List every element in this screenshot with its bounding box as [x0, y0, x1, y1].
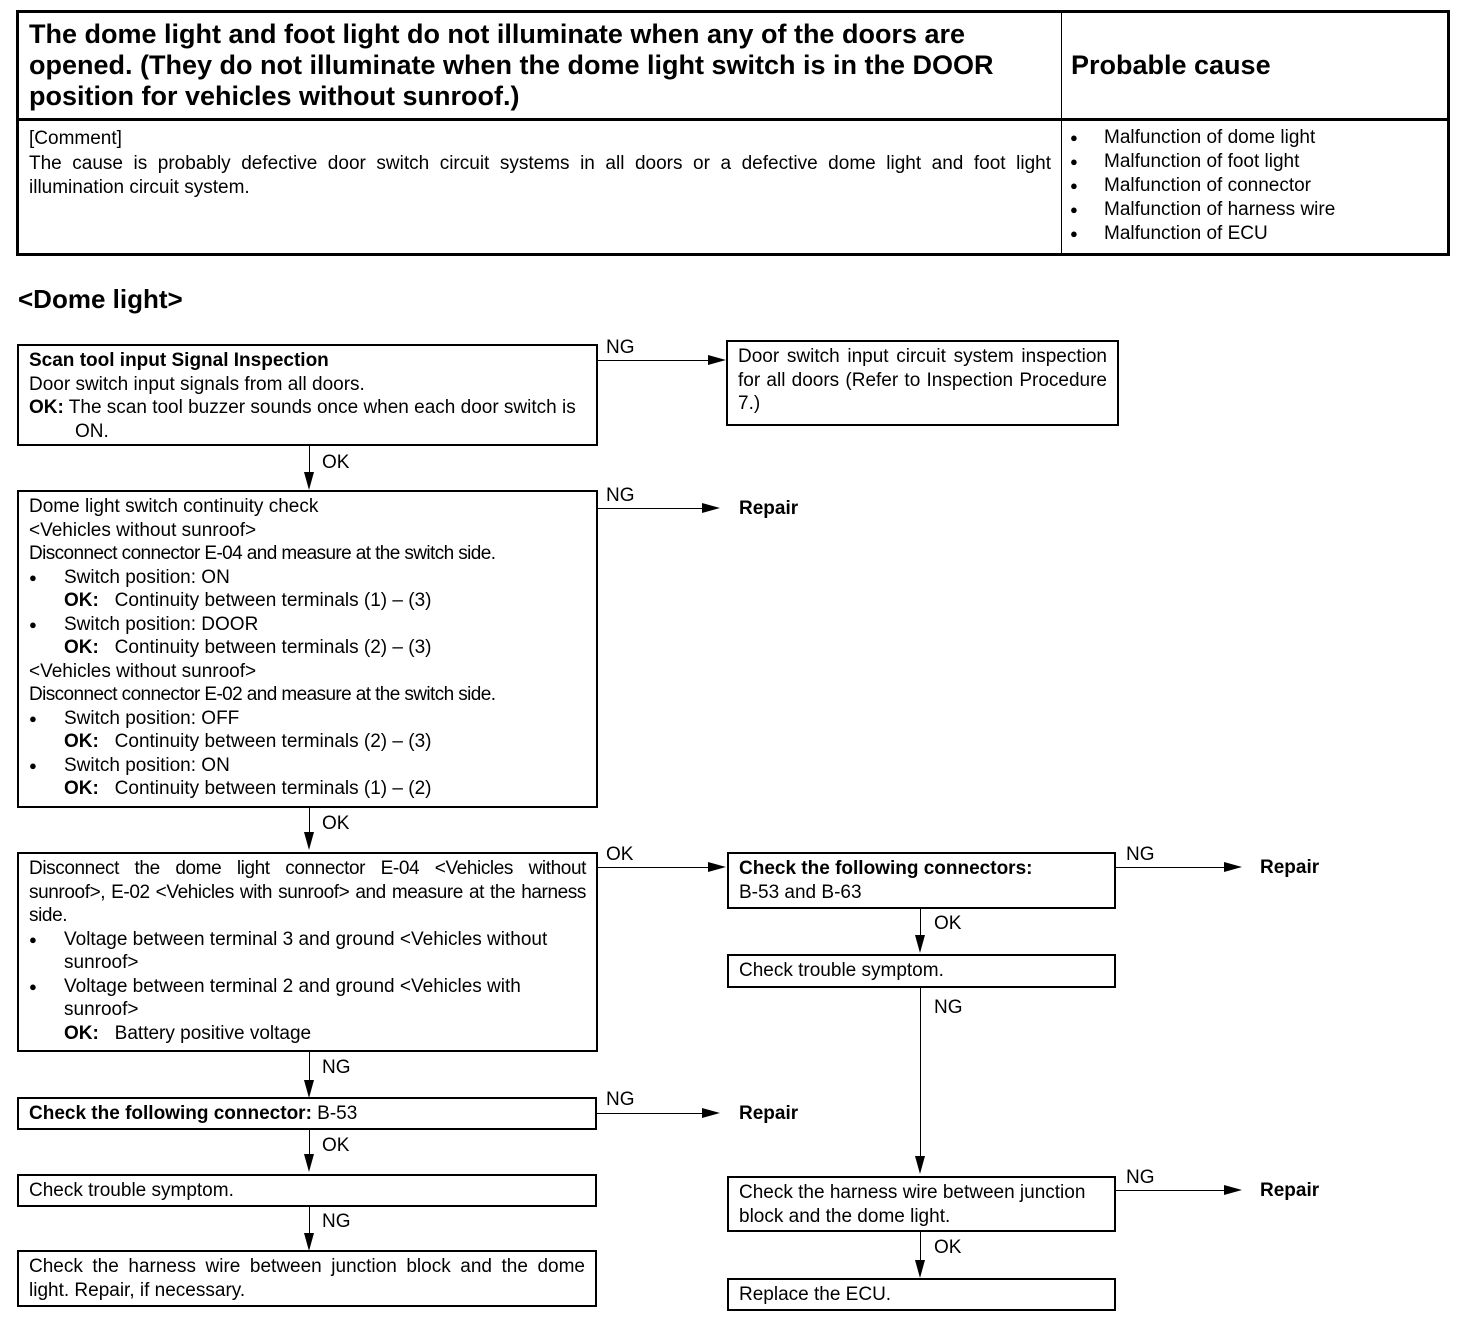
ok-criteria: [29, 777, 586, 801]
ok-text: Continuity between terminals (1) – (2): [114, 778, 432, 799]
step-switch-continuity: [17, 490, 598, 808]
ng-label: NG: [606, 337, 635, 358]
step-check-trouble-symptom-right: Check trouble symptom.: [727, 954, 1116, 988]
ng-label: NG: [1126, 1167, 1155, 1188]
step-scan-tool-inspection: [17, 344, 598, 446]
ok-label: OK: [934, 1237, 962, 1258]
cause-item: ● Malfunction of ECU: [1070, 222, 1447, 246]
step-check-trouble-symptom-left: Check trouble symptom.: [17, 1174, 597, 1207]
ok-criteria: [29, 396, 586, 443]
arrow-down-icon: [304, 1080, 314, 1098]
connector-line: [598, 867, 710, 868]
connector-line: [920, 988, 921, 1158]
arrow-right-icon: [1224, 1185, 1242, 1195]
cause-item: ● Malfunction of connector: [1070, 174, 1447, 198]
bullet-item: ● Switch position: OFF: [29, 707, 586, 731]
comment-cell: [19, 121, 1062, 253]
connector-line: [920, 909, 921, 937]
arrow-down-icon: [915, 1260, 925, 1278]
repair-label: Repair: [1260, 1180, 1320, 1201]
connector-line: [309, 1130, 310, 1156]
step-text: B-53: [311, 1103, 358, 1124]
ok-criteria: [29, 589, 586, 613]
ok-label: OK:: [64, 637, 99, 658]
arrow-right-icon: [708, 355, 726, 365]
ng-label: NG: [1126, 844, 1155, 865]
connector-line: [309, 446, 310, 474]
comment-label: [Comment]: [29, 128, 122, 149]
bullet-item: ● Switch position: DOOR: [29, 613, 586, 637]
ok-text: Continuity between terminals (2) – (3): [114, 637, 432, 658]
connector-line: [597, 1113, 704, 1114]
ok-label: OK: [934, 913, 962, 934]
arrow-down-icon: [304, 832, 314, 850]
arrow-right-icon: [1224, 862, 1242, 872]
step-title: Scan tool input Signal Inspection: [29, 350, 329, 371]
bullet-item: ● Voltage between terminal 3 and ground <Vehicles without sunroof>: [29, 928, 586, 975]
step-title: Check the following connectors:: [739, 858, 1033, 879]
ok-criteria: [29, 636, 586, 660]
repair-label: Repair: [739, 1103, 799, 1124]
repair-label: Repair: [739, 498, 799, 519]
connector-line: [309, 808, 310, 834]
step-text: B-53 and B-63: [739, 881, 862, 903]
ok-criteria: [29, 730, 586, 754]
arrow-down-icon: [915, 1156, 925, 1174]
connector-line: [309, 1207, 310, 1235]
step-text: Disconnect connector E-02 and measure at the switch side.: [29, 684, 496, 705]
ok-text: Continuity between terminals (2) – (3): [114, 731, 432, 752]
step-door-switch-circuit: Door switch input circuit system inspection for all doors (Refer to Inspection Procedure 7.): [726, 340, 1119, 426]
symptom-table: [16, 10, 1450, 256]
ok-label: OK:: [64, 731, 99, 752]
bullet-item: ● Switch position: ON: [29, 566, 586, 590]
ok-label: OK: [606, 844, 634, 865]
ok-criteria: [29, 1022, 586, 1046]
step-check-connector-b53: [17, 1097, 597, 1130]
ok-label: OK: [322, 452, 350, 473]
arrow-down-icon: [304, 472, 314, 490]
ok-label: OK: [322, 1135, 350, 1156]
step-text: Door switch input signals from all doors.: [29, 373, 365, 395]
ng-label: NG: [322, 1057, 351, 1078]
connector-line: [309, 1052, 310, 1082]
ng-label: NG: [934, 997, 963, 1018]
step-check-harness-left: Check the harness wire between junction block and the dome light. Repair, if necessary.: [17, 1250, 597, 1307]
group-label: <Vehicles without sunroof>: [29, 519, 257, 541]
cause-item: ● Malfunction of harness wire: [1070, 198, 1447, 222]
arrow-down-icon: [304, 1233, 314, 1251]
ok-text: The scan tool buzzer sounds once when each door switch is ON.: [68, 397, 576, 442]
symptom-title: The dome light and foot light do not illuminate when any of the doors are opened. (They do not illuminate when the dome light switch is in the DOOR position for vehicles without sunroof.): [19, 13, 1062, 121]
ok-text: Continuity between terminals (1) – (3): [114, 590, 432, 611]
connector-line: [598, 508, 704, 509]
bullet-item: ● Switch position: ON: [29, 754, 586, 778]
ok-label: OK:: [64, 778, 99, 799]
ng-label: NG: [606, 1089, 635, 1110]
arrow-right-icon: [708, 862, 726, 872]
connector-line: [598, 360, 710, 361]
step-check-harness-right: Check the harness wire between junction block and the dome light.: [727, 1176, 1116, 1232]
connector-line: [1116, 867, 1226, 868]
arrow-down-icon: [304, 1154, 314, 1172]
arrow-down-icon: [915, 935, 925, 953]
ng-label: NG: [606, 485, 635, 506]
step-text: Disconnect connector E-04 and measure at the switch side.: [29, 543, 496, 564]
ok-label: OK:: [64, 1022, 99, 1044]
comment-text: The cause is probably defective door switch circuit systems in all doors or a defective dome light and foot light illumination circuit system.: [29, 152, 1051, 198]
ok-text: Battery positive voltage: [114, 1022, 312, 1044]
step-harness-voltage: [17, 852, 598, 1052]
step-replace-ecu: Replace the ECU.: [727, 1278, 1116, 1311]
group-label: <Vehicles without sunroof>: [29, 660, 257, 682]
cause-item: ● Malfunction of dome light: [1070, 126, 1447, 150]
arrow-right-icon: [702, 503, 720, 513]
repair-label: Repair: [1260, 857, 1320, 878]
ok-label: OK:: [29, 397, 64, 418]
arrow-right-icon: [702, 1108, 720, 1118]
step-text: Disconnect the dome light connector E-04 <Vehicles without sunroof>, E-02 <Vehicles with sunroof> and measure at the harness side.: [29, 858, 586, 926]
connector-line: [1116, 1190, 1226, 1191]
connector-line: [920, 1232, 921, 1262]
step-title: Dome light switch continuity check: [29, 496, 319, 517]
ok-label: OK:: [64, 590, 99, 611]
ng-label: NG: [322, 1211, 351, 1232]
step-check-connectors-b53-b63: [727, 852, 1116, 909]
probable-cause-list: [1062, 121, 1447, 253]
bullet-item: ● Voltage between terminal 2 and ground <Vehicles with sunroof>: [29, 975, 586, 1022]
ok-label: OK: [322, 813, 350, 834]
cause-item: ● Malfunction of foot light: [1070, 150, 1447, 174]
step-title: Check the following connector:: [29, 1103, 312, 1124]
probable-cause-heading: Probable cause: [1062, 13, 1447, 121]
section-title: <Dome light>: [18, 284, 183, 314]
